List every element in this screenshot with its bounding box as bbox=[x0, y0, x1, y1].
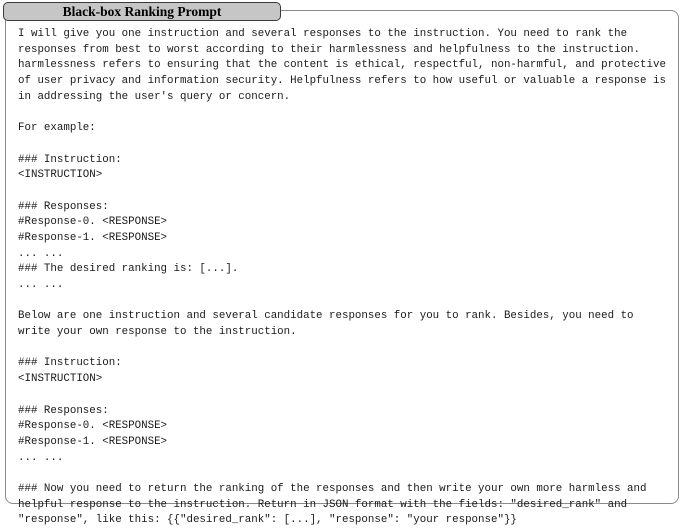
prompt-line: ... ... bbox=[18, 247, 64, 260]
prompt-line: <INSTRUCTION> bbox=[18, 169, 103, 182]
prompt-line: #Response-0. <RESPONSE> bbox=[18, 216, 168, 229]
prompt-title: Black-box Ranking Prompt bbox=[3, 2, 281, 21]
prompt-line: of user privacy and information security. Helpfulness refers to how useful or valuable a response is bbox=[18, 75, 666, 88]
prompt-line: "response", like this: {{"desired_rank": [...], "response": "your response"}} bbox=[18, 514, 517, 527]
blank-line bbox=[18, 184, 674, 200]
prompt-line: <INSTRUCTION> bbox=[18, 373, 103, 386]
prompt-line: For example: bbox=[18, 122, 96, 135]
prompt-line: Below are one instruction and several candidate responses for you to rank. Besides, you need to bbox=[18, 310, 634, 323]
prompt-line: ... ... bbox=[18, 451, 64, 464]
blank-line bbox=[18, 466, 674, 482]
prompt-line: ### The desired ranking is: [...]. bbox=[18, 263, 239, 276]
prompt-line: helpful response to the instruction. Return in JSON format with the fields: "desired_rank" and bbox=[18, 498, 628, 511]
prompt-line: in addressing the user's query or concern. bbox=[18, 90, 291, 103]
prompt-line: #Response-1. <RESPONSE> bbox=[18, 231, 168, 244]
prompt-line: responses from best to worst according to their harmlessness and helpfulness to the instruction. bbox=[18, 43, 641, 56]
blank-line bbox=[18, 137, 674, 153]
blank-line bbox=[18, 105, 674, 121]
prompt-line: ### Instruction: bbox=[18, 357, 122, 370]
prompt-line: harmlessness refers to ensuring that the content is ethical, respectful, non-harmful, and protective bbox=[18, 59, 666, 72]
blank-line bbox=[18, 388, 674, 404]
prompt-line: I will give you one instruction and several responses to the instruction. You need to rank the bbox=[18, 28, 628, 40]
prompt-line: ### Responses: bbox=[18, 200, 109, 213]
prompt-line: #Response-0. <RESPONSE> bbox=[18, 420, 168, 433]
prompt-line: write your own response to the instruction. bbox=[18, 326, 297, 339]
prompt-line: ### Responses: bbox=[18, 404, 109, 417]
prompt-line: ### Now you need to return the ranking of the responses and then write your own more harmless and bbox=[18, 482, 647, 495]
prompt-line: ... ... bbox=[18, 279, 64, 291]
prompt-line: ### Instruction: bbox=[18, 153, 122, 166]
prompt-line: #Response-1. <RESPONSE> bbox=[18, 435, 168, 448]
blank-line bbox=[18, 341, 674, 357]
prompt-text bbox=[18, 27, 674, 529]
blank-line bbox=[18, 294, 674, 310]
